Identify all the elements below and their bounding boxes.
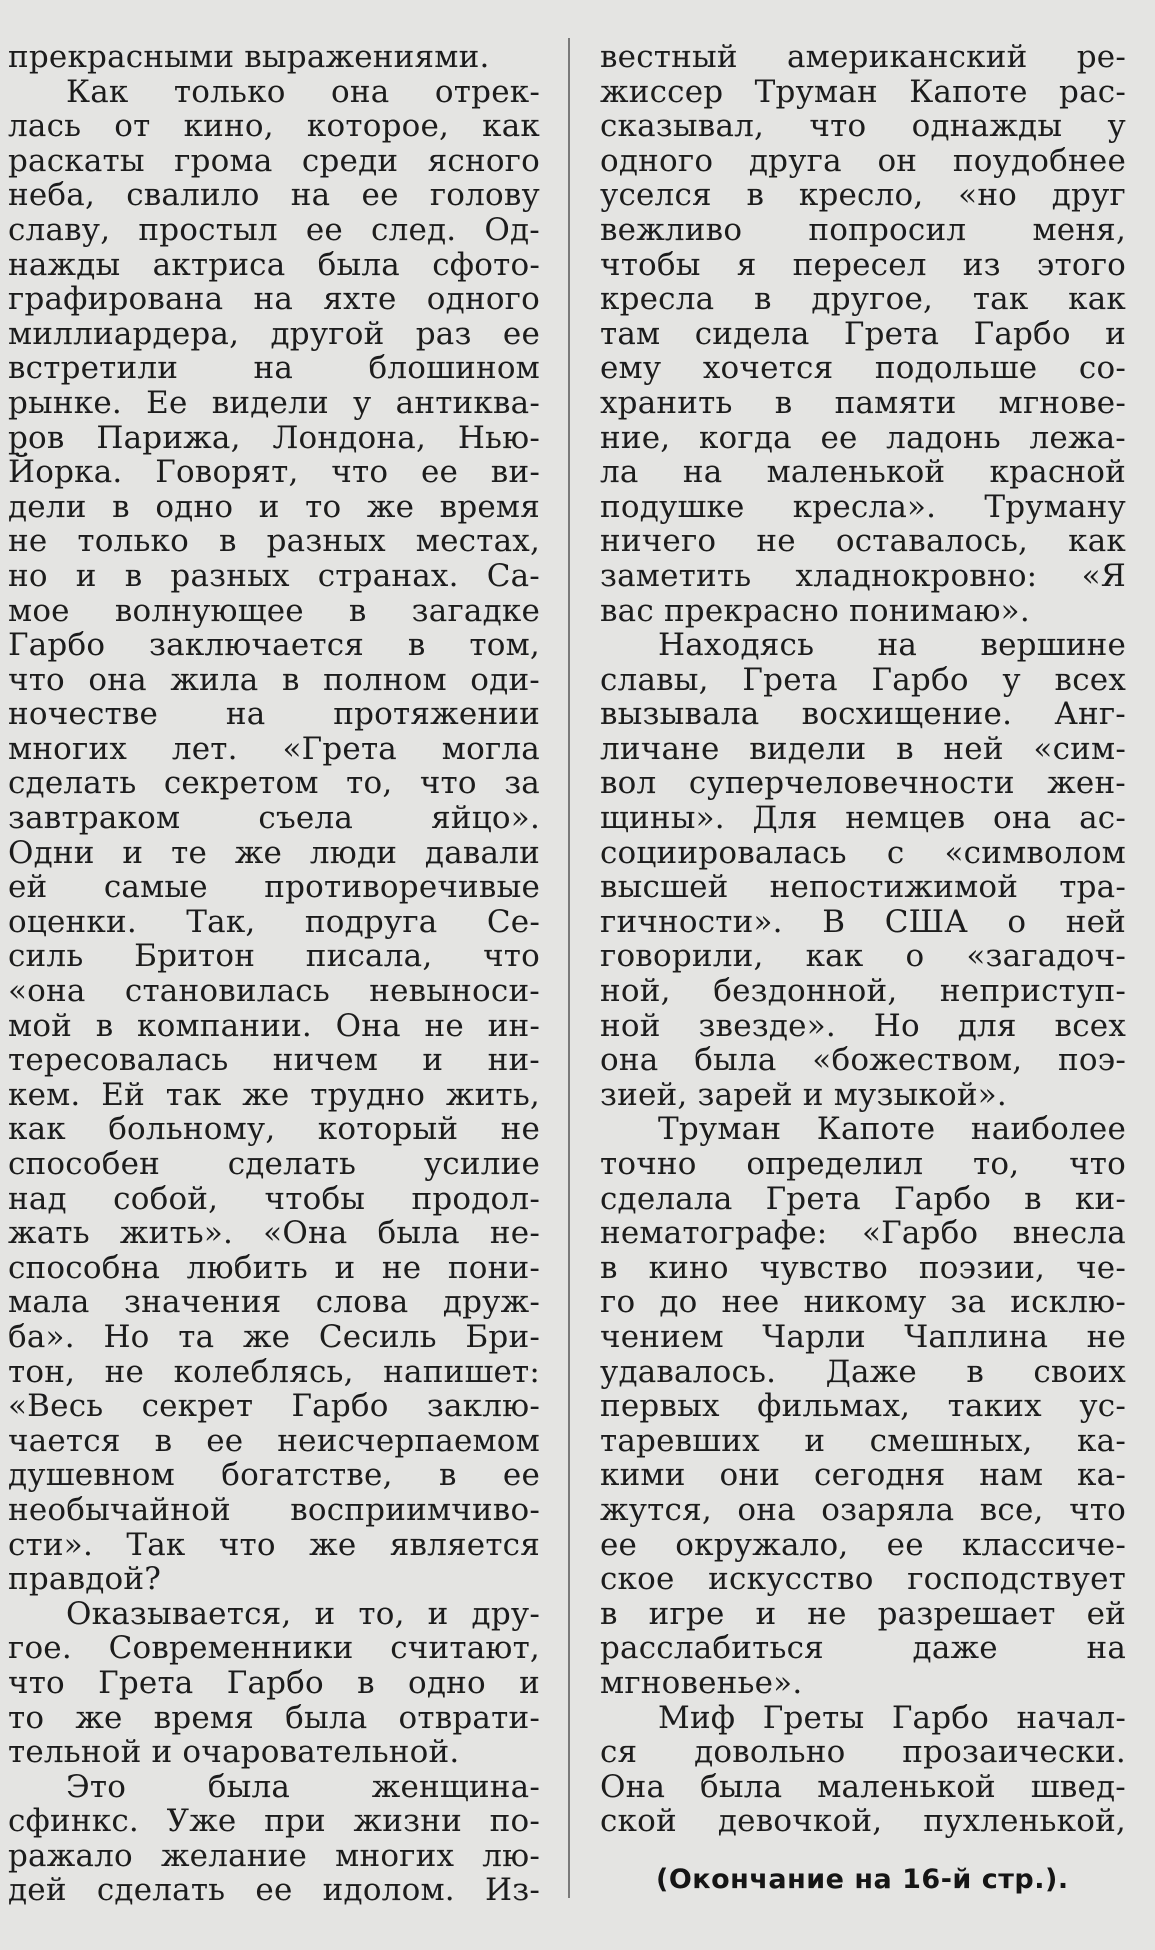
right_column-line: высшей непостижимой тра- xyxy=(600,869,1126,906)
right_column-line: Находясь на вершине xyxy=(658,627,1126,664)
left_column-line: жать жить». «Она была не- xyxy=(8,1215,540,1252)
left_column-line: ба». Но та же Сесиль Бри- xyxy=(8,1318,540,1355)
right_column-line: го до нее никому за исклю- xyxy=(600,1284,1126,1321)
right_column-line: ское искусство господствует xyxy=(600,1561,1126,1598)
right_column-line: подушке кресла». Труману xyxy=(600,488,1126,525)
left_column-line: мой в компании. Она не ин- xyxy=(8,1007,540,1044)
article-column-right xyxy=(600,40,1126,1839)
left_column-line: миллиардера, другой раз ее xyxy=(8,315,540,352)
right_column-line: вол суперчеловечности жен- xyxy=(600,765,1126,802)
right_column-line: жутся, она озаряла все, что xyxy=(600,1491,1126,1528)
right_column-line: гичности». В США о ней xyxy=(600,903,1126,940)
left_column-line: способен сделать усилие xyxy=(8,1146,540,1182)
left_column-line: ночестве на протяжении xyxy=(8,696,540,733)
right_column-line: ской девочкой, пухленькой, xyxy=(600,1803,1126,1840)
right_column-line: точно определил то, что xyxy=(600,1146,1126,1182)
right_column-line: хранить в памяти мгнове- xyxy=(600,384,1126,421)
left_column-line: графирована на яхте одного xyxy=(8,281,540,318)
right_column-line: Миф Греты Гарбо начал- xyxy=(658,1699,1126,1736)
right_column-line: удавалось. Даже в своих xyxy=(600,1353,1126,1390)
right_column-line: одного друга он поудобнее xyxy=(600,142,1126,179)
left_column-line: тон, не колеблясь, напишет: xyxy=(8,1353,540,1390)
left_column-line: неба, свалило на ее голову xyxy=(8,177,540,214)
left_column-line: способна любить и не пони- xyxy=(8,1249,540,1286)
left_column-line: душевном богатстве, в ее xyxy=(8,1457,540,1494)
right_column-line: мгновенье». xyxy=(600,1664,803,1701)
left_column-line: «Весь секрет Гарбо заклю- xyxy=(8,1388,540,1425)
left_column-line: сфинкс. Уже при жизни по- xyxy=(8,1803,540,1840)
right_column-line: личане видели в ней «сим- xyxy=(600,730,1126,767)
left_column-line: оценки. Так, подруга Се- xyxy=(8,903,540,940)
right_column-line: первых фильмах, таких ус- xyxy=(600,1388,1126,1425)
left_column-line: нажды актриса была сфото- xyxy=(8,246,540,283)
left_column-line: что Грета Гарбо в одно и xyxy=(8,1664,540,1701)
right_column-line: расслабиться даже на xyxy=(600,1630,1126,1667)
right_column-line: Она была маленькой швед- xyxy=(600,1768,1126,1805)
right_column-line: заметить хладнокровно: «Я xyxy=(600,557,1126,594)
right_column-line: там сидела Грета Гарбо и xyxy=(600,315,1126,352)
left_column-line: сти». Так что же является xyxy=(8,1526,540,1563)
left_column-line: рынке. Ее видели у антиква- xyxy=(8,384,540,421)
right_column-line: ся довольно прозаически. xyxy=(600,1734,1126,1771)
left_column-line: прекрасными выражениями. xyxy=(8,39,490,75)
left_column-line: Оказывается, и то, и дру- xyxy=(66,1595,540,1632)
right_column-line: вежливо попросил меня, xyxy=(600,211,1126,248)
left_column-line: не только в разных местах, xyxy=(8,523,540,560)
right_column-line: ее окружало, ее классиче- xyxy=(600,1526,1126,1563)
left_column-line: завтраком съела яйцо». xyxy=(8,800,540,837)
right_column-line: Труман Капоте наиболее xyxy=(658,1111,1126,1148)
left_column-line: необычайной восприимчиво- xyxy=(8,1491,540,1528)
left_column-line: Это была женщина- xyxy=(66,1768,540,1805)
left_column-line: мала значения слова друж- xyxy=(8,1284,540,1321)
right_column-line: ничего не оставалось, как xyxy=(600,523,1126,560)
left_column-line: тересовалась ничем и ни- xyxy=(8,1042,540,1079)
left_column-line: дей сделать ее идолом. Из- xyxy=(8,1872,540,1909)
right_column-line: кими они сегодня нам ка- xyxy=(600,1457,1126,1494)
left_column-line: ей самые противоречивые xyxy=(8,869,540,906)
right_column-line: славы, Грета Гарбо у всех xyxy=(600,661,1126,698)
left_column-line: что она жила в полном оди- xyxy=(8,661,540,698)
continuation-note: (Окончание на 16-й стр.). xyxy=(656,1864,1069,1895)
left_column-line: раскаты грома среди ясного xyxy=(8,142,540,179)
left_column-line: лась от кино, которое, как xyxy=(8,108,540,145)
left_column-line: Йорка. Говорят, что ее ви- xyxy=(8,454,540,491)
right_column-line: сказывал, что однажды у xyxy=(600,108,1126,145)
right_column-line: ла на маленькой красной xyxy=(600,454,1126,491)
right_column-line: она была «божеством, поэ- xyxy=(600,1042,1126,1079)
left_column-line: ров Парижа, Лондона, Нью- xyxy=(8,419,540,456)
left_column-line: ражало желание многих лю- xyxy=(8,1837,540,1874)
left_column-line: силь Бритон писала, что xyxy=(8,938,540,975)
right_column-line: социировалась с «символом xyxy=(600,834,1126,871)
left_column-line: «она становилась невыноси- xyxy=(8,973,540,1010)
right_column-line: ной звезде». Но для всех xyxy=(600,1007,1126,1044)
right_column-line: в игре и не разрешает ей xyxy=(600,1595,1126,1632)
left_column-line: но и в разных странах. Са- xyxy=(8,557,540,594)
left_column-line: то же время была отврати- xyxy=(8,1699,540,1736)
article-column-left xyxy=(8,40,540,1908)
left_column-line: правдой? xyxy=(8,1561,162,1598)
left_column-line: встретили на блошином xyxy=(8,350,540,387)
right_column-line: говорили, как о «загадоч- xyxy=(600,938,1126,975)
right_column-line: уселся в кресло, «но друг xyxy=(600,177,1126,214)
right_column-line: нематографе: «Гарбо внесла xyxy=(600,1215,1126,1252)
left_column-line: Одни и те же люди давали xyxy=(8,834,540,871)
right_column-line: чением Чарли Чаплина не xyxy=(600,1318,1126,1355)
right_column-line: чтобы я пересел из этого xyxy=(600,246,1126,283)
left_column-line: Гарбо заключается в том, xyxy=(8,627,540,664)
right_column-line: сделала Грета Гарбо в ки- xyxy=(600,1180,1126,1217)
left_column-line: Как только она отрек- xyxy=(66,73,540,110)
left_column-line: чается в ее неисчерпаемом xyxy=(8,1422,540,1459)
right_column-line: жиссер Труман Капоте рас- xyxy=(600,73,1126,110)
right_column-line: ной, бездонной, неприступ- xyxy=(600,973,1126,1010)
left_column-line: гое. Современники считают, xyxy=(8,1630,540,1667)
left_column-line: сделать секретом то, что за xyxy=(8,765,540,802)
column-divider xyxy=(568,38,570,1898)
left_column-line: кем. Ей так же трудно жить, xyxy=(8,1076,540,1113)
left_column-line: мое волнующее в загадке xyxy=(8,592,540,629)
right_column-line: ему хочется подольше со- xyxy=(600,350,1126,387)
left_column-line: многих лет. «Грета могла xyxy=(8,730,540,767)
right_column-line: вестный американский ре- xyxy=(600,39,1126,75)
left_column-line: как больному, который не xyxy=(8,1111,540,1148)
right_column-line: в кино чувство поэзии, че- xyxy=(600,1249,1126,1286)
right_column-line: таревших и смешных, ка- xyxy=(600,1422,1126,1459)
right_column-line: щины». Для немцев она ас- xyxy=(600,800,1126,837)
right_column-line: зией, зарей и музыкой». xyxy=(600,1076,1007,1113)
left_column-line: над собой, чтобы продол- xyxy=(8,1180,540,1217)
right_column-line: кресла в другое, так как xyxy=(600,281,1126,318)
right_column-line: вызывала восхищение. Анг- xyxy=(600,696,1126,733)
left_column-line: славу, простыл ее след. Од- xyxy=(8,211,540,248)
right_column-line: вас прекрасно понимаю». xyxy=(600,592,1030,629)
left_column-line: тельной и очаровательной. xyxy=(8,1734,460,1771)
left_column-line: дели в одно и то же время xyxy=(8,488,540,525)
right_column-line: ние, когда ее ладонь лежа- xyxy=(600,419,1126,456)
